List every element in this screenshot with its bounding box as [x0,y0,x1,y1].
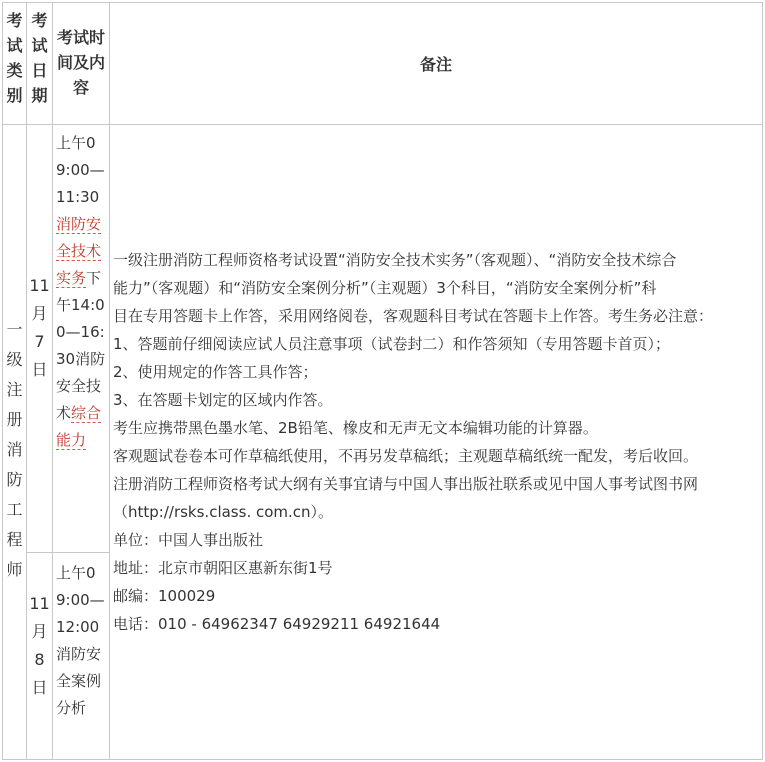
remarks-line: 邮编：100029 [113,587,216,605]
session-3-subject: 消防安全案例分析 [56,645,102,717]
remarks-line: 注册消防工程师资格考试大纲有关事宜请与中国人事出版社联系或见中国人事考试图书网 [113,475,699,493]
remarks-line: 电话：010 - 64962347 64929211 64921644 [113,615,441,633]
table-border-right [762,2,763,760]
session-time-content-day1 [56,130,106,454]
exam-category: 一级注册消防工程师 [6,320,23,579]
session-3-time: 上午09:00—12:00 [56,564,105,636]
table-border-bottom [2,759,763,760]
session-time-content-day2 [56,560,106,722]
exam-date-day2: 11月8日 [29,594,50,697]
remarks-line: 客观题试卷卷本可作草稿纸使用，不再另发草稿纸；主观题草稿纸统一配发，考后收回。 [113,447,699,465]
remarks-content [113,246,761,638]
remarks-line: 单位：中国人事出版社 [113,531,264,549]
remarks-line: 2、使用规定的作答工具作答； [113,363,318,381]
remarks-line: 一级注册消防工程师资格考试设置“消防安全技术实务”（客观题）、“消防安全技术综合 [113,251,677,269]
header-category: 考试类别 [6,11,23,105]
remarks-line: 考生应携带黑色墨水笔、2B铅笔、橡皮和无声无文本编辑功能的计算器。 [113,419,598,437]
remarks-line: 地址：北京市朝阳区惠新东街1号 [113,559,333,577]
day-row-divider [26,552,110,553]
header-row-divider [2,124,763,125]
session-2-time: 下午14:00—16:30 [56,269,105,368]
session-2-subject: 消防安全技术 [56,350,106,422]
session-2-subject-highlight[interactable]: 综合能力 [56,404,102,449]
exam-date-day1: 11月7日 [29,276,50,379]
remarks-line: 目在专用答题卡上作答，采用网络阅卷，客观题科目考试在答题卡上作答。考生务必注意： [113,307,714,325]
remarks-line: 3、在答题卡划定的区域内作答。 [113,391,333,409]
remarks-line: 能力”（客观题）和“消防安全案例分析”（主观题）3个科目，“消防安全案例分析”科 [113,279,657,297]
table-border-top [2,2,763,3]
col-divider-2 [52,2,53,760]
header-time-content: 考试时间及内容 [56,28,105,97]
remarks-link-line[interactable]: （http://rsks.class. com.cn）。 [113,503,334,521]
header-date: 考试日期 [31,11,48,105]
session-1-time: 上午09:00—11:30 [56,134,105,206]
header-remarks: 备注 [419,55,452,74]
session-1-subject[interactable]: 消防安全技术实务 [56,215,102,287]
remarks-line: 1、答题前仔细阅读应试人员注意事项（试卷封二）和作答须知（专用答题卡首页）； [113,335,671,353]
col-divider-3 [109,2,110,760]
